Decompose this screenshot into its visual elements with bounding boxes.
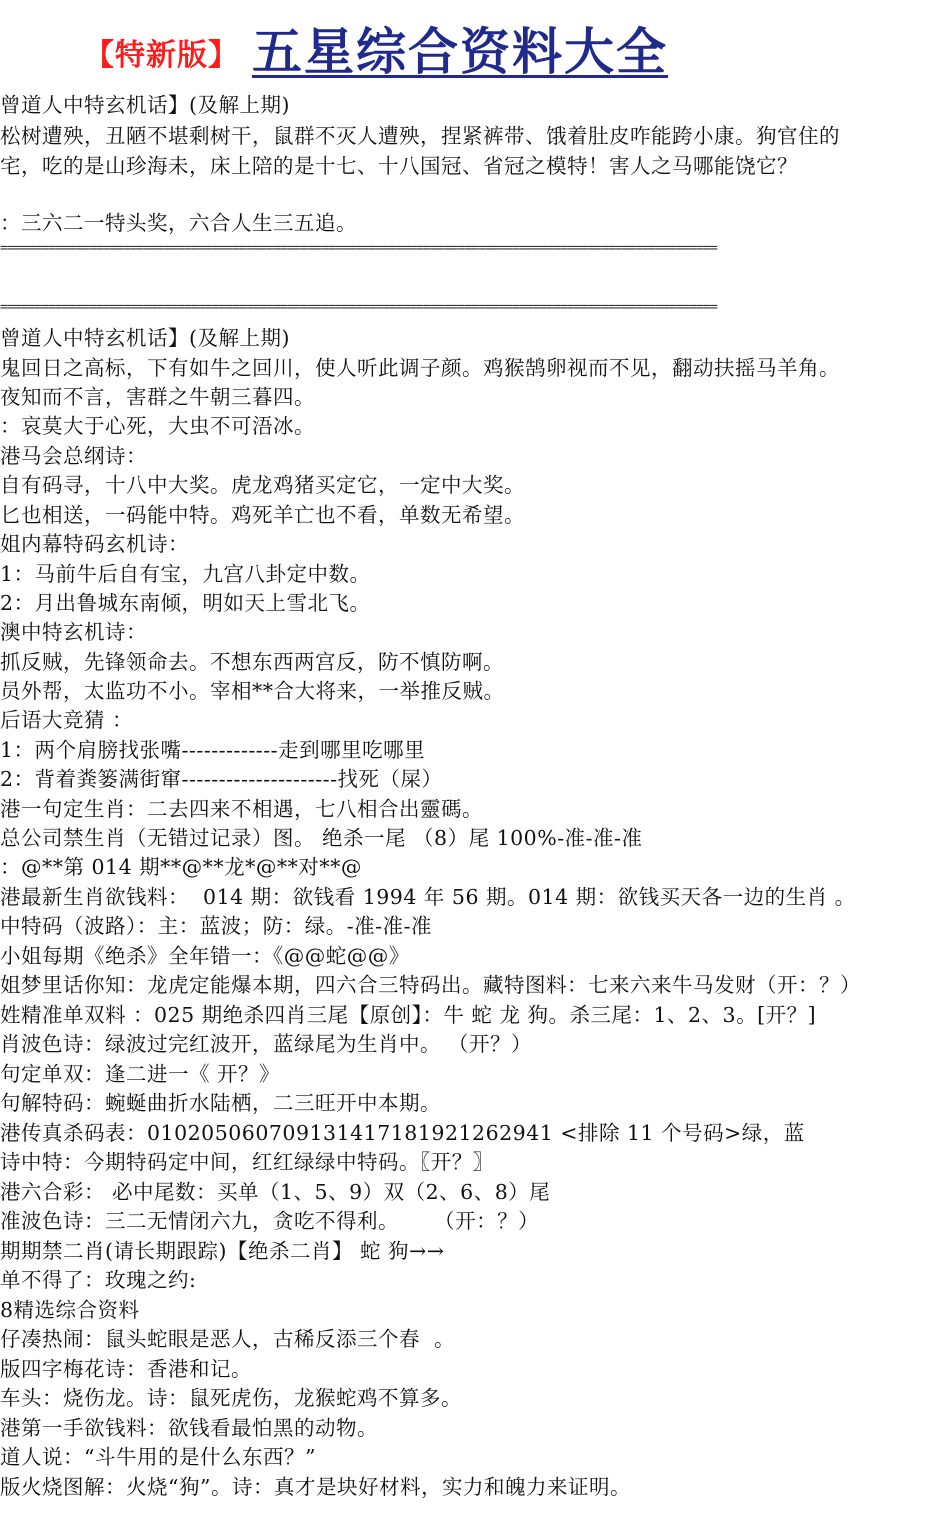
text-line: 姐内幕特码玄机诗： [0, 532, 189, 556]
text-line: 2：背着粪篓满街窜---------------------找死（屎） [0, 767, 443, 791]
text-line: 姐梦里话你知：龙虎定能爆本期，四六合三特码出。藏特图料：七来六来牛马发财（开：？） [0, 973, 861, 997]
text-line: 自有码寻，十八中大奖。虎龙鸡猪买定它，一定中大奖。 [0, 473, 525, 497]
text-line: 员外帮，太监功不小。宰相**合大将来，一举推反贼。 [0, 679, 505, 703]
text-line: 肖波色诗：绿波过完红波开，蓝绿尾为生肖中。 （开？） [0, 1032, 533, 1056]
text-line: 夜知而不言，害群之牛朝三暮四。 [0, 385, 315, 409]
text-line: 宅，吃的是山珍海未，床上陪的是十七、十八国冠、省冠之模特！害人之马哪能饶它？ [0, 154, 798, 178]
text-line: 港一句定生肖：二去四来不相遇，七八相合出靈碼。 [0, 797, 483, 821]
text-line: 中特码（波路）：主：蓝波；防：绿。-准-准-准 [0, 914, 433, 938]
text-line: 单不得了：玫瑰之约: [0, 1268, 197, 1292]
text-line: 1：两个肩膀找张嘴-------------走到哪里吃哪里 [0, 738, 426, 762]
text-line: 曾道人中特玄机话】(及解上期) [0, 93, 290, 117]
text-line: 2：月出鲁城东南倾，明如天上雪北飞。 [0, 591, 371, 615]
text-line: 港第一手欲钱料：欲钱看最怕黑的动物。 [0, 1416, 378, 1440]
ad-line [0, 262, 950, 292]
text-line: ：三六二一特头奖，六合人生三五追。 [0, 211, 357, 235]
text-line: 匕也相送，一码能中特。鸡死羊亡也不看，单数无希望。 [0, 503, 525, 527]
text-line: 港六合彩： 必中尾数：买单（1、5、9）双（2、6、8）尾 [0, 1180, 551, 1204]
edition-tag: 【特新版】 [84, 38, 239, 73]
text-line: 1：马前牛后自有宝，九宫八卦定中数。 [0, 562, 371, 586]
text-line: 鬼回日之高标，下有如牛之回川，使人听此调子颜。鸡猴鹄卵视而不见，翻动扶摇马羊角。 [0, 356, 840, 380]
text-line: 版四字梅花诗：香港和记。 [0, 1357, 252, 1381]
text-line: 小姐每期《绝杀》全年错一：《@@蛇@@》 [0, 944, 410, 968]
text-line: 曾道人中特玄机话】(及解上期) [0, 326, 290, 350]
text-line: 港马会总纲诗： [0, 444, 147, 468]
text-line: ：哀莫大于心死，大虫不可浯冰。 [0, 414, 315, 438]
text-line: 版火烧图解：火烧“狗”。诗：真才是块好材料，实力和魄力来证明。 [0, 1475, 631, 1499]
text-line: 总公司禁生肖（无错过记录）图。 绝杀一尾 （8）尾 100%-准-准-准 [0, 826, 643, 850]
text-line: 姓精准单双料 ：025 期绝杀四肖三尾【原创】：牛 蛇 龙 狗。杀三尾：1、2、3。[开？] [0, 1003, 817, 1027]
text-line: 仔凑热闹：鼠头蛇眼是恶人，古稀反添三个春 。 [0, 1327, 456, 1351]
text-line [0, 1501, 950, 1531]
text-line: 抓反贼，先锋领命去。不想东西两宫反，防不慎防啊。 [0, 650, 504, 674]
text-line: ：@**第 014 期**@**龙*@**对**@ [0, 855, 362, 879]
text-line: 后语大竞猜 ： [0, 708, 134, 732]
text-line: 松树遭殃，丑陋不堪剩树干，鼠群不灭人遭殃，捏紧裤带、饿着肚皮咋能跨小康。狗官住的 [0, 124, 840, 148]
text-line: 港最新生肖欲钱料： 014 期：欲钱看 1994 年 56 期。014 期：欲钱买天各一边的生肖 。 [0, 885, 856, 909]
text-line: 句定单双：逢二进一《 开？》 [0, 1062, 281, 1086]
text-line: 港传真杀码表：01020506070913141718192126​2941 <排除 11 个号码>绿，蓝 [0, 1121, 805, 1145]
text-line: 期期禁二肖(请长期跟踪)【绝杀二肖】 蛇 狗→→ [0, 1239, 445, 1263]
page-title: 五星综合资料大全 [252, 22, 668, 81]
text-line: 澳中特玄机诗： [0, 620, 147, 644]
text-line: 道人说：“斗牛用的是什么东西？” [0, 1445, 316, 1469]
text-line: 准波色诗：三二无情闭六九，贪吃不得利。 （开：？） [0, 1209, 540, 1233]
separator-line: ========================================================================================================= [0, 241, 717, 256]
text-line: 诗中特：今期特码定中间，红红绿绿中特码。〖开？〗 [0, 1150, 494, 1174]
text-line: 句解特码：蜿蜒曲折水陆栖，二三旺开中本期。 [0, 1091, 441, 1115]
separator-line: ========================================================================================================= [0, 300, 717, 315]
text-line: 8精选综合资料 [0, 1298, 140, 1322]
text-line: 车头：烧伤龙。诗：鼠死虎伤，龙猴蛇鸡不算多。 [0, 1386, 462, 1410]
page-header [0, 12, 950, 82]
